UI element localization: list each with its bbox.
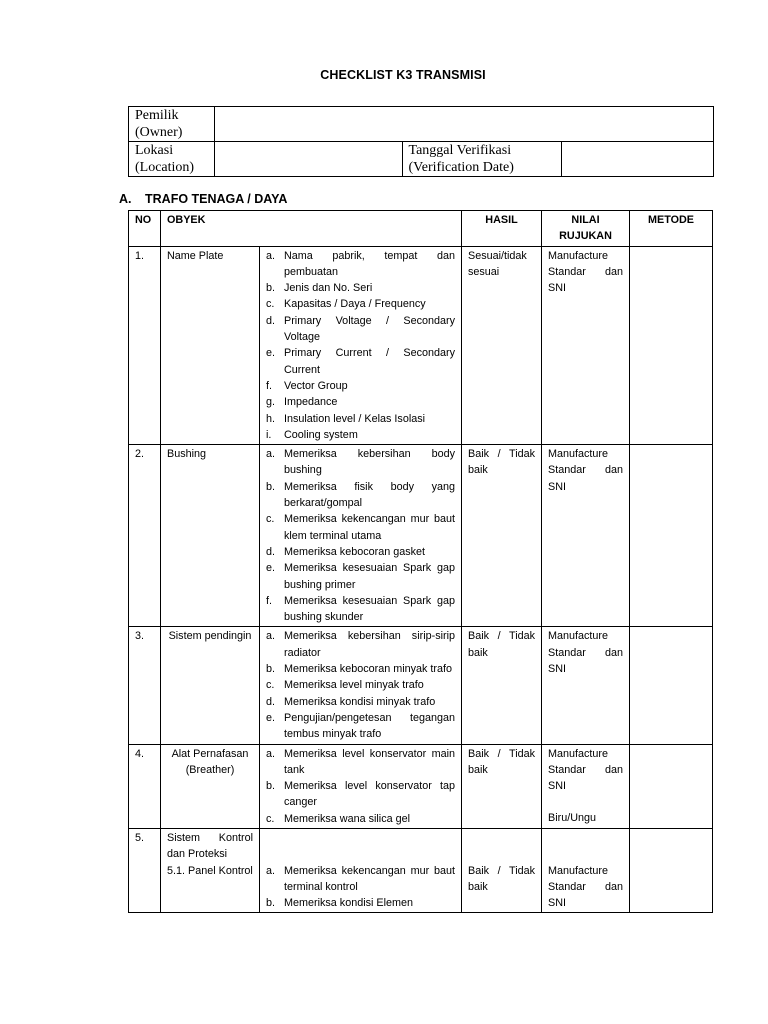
list-item: d. Primary Voltage / Secondary Voltage (266, 314, 455, 344)
list-item: c. Kapasitas / Daya / Frequency (266, 298, 426, 311)
section-heading (119, 192, 287, 206)
table-row (129, 828, 713, 912)
list-item: h. Insulation level / Kelas Isolasi (266, 412, 426, 425)
header-no: NO (129, 211, 161, 247)
header-result: HASIL (462, 211, 542, 247)
row-object: Bushing (161, 445, 260, 627)
row-reference: Manufacture Standar dan SNI (548, 747, 623, 793)
checklist-table (128, 210, 713, 913)
row-sub-object: 5.1. Panel Kontrol (167, 864, 253, 877)
row-number: 3. (129, 627, 161, 744)
list-item: b. Jenis dan No. Seri (266, 282, 373, 295)
section-letter: A. (119, 192, 132, 206)
row-object: Sistem pendingin (161, 627, 260, 744)
row-method[interactable] (630, 828, 713, 912)
list-item: g. Impedance (266, 396, 338, 409)
list-item: a. Nama pabrik, tempat dan pembuatan (266, 249, 455, 278)
table-row (129, 445, 713, 627)
section-title-text: TRAFO TENAGA / DAYA (145, 192, 288, 206)
row-number: 4. (129, 744, 161, 828)
list-item: a. Memeriksa kekencangan mur baut terminal kontrol (266, 864, 455, 893)
table-row (129, 627, 713, 744)
list-item: a. Memeriksa level konservator main tank (266, 747, 455, 776)
list-item: f. Memeriksa kesesuaian Spark gap bushing skunder (266, 594, 455, 624)
row-items (260, 744, 462, 828)
list-item: a. Memeriksa kebersihan body bushing (266, 448, 455, 477)
list-item: b. Memeriksa kebocoran minyak trafo (266, 663, 453, 676)
info-table (128, 106, 714, 177)
list-item: b. Memeriksa level konservator tap canger (266, 780, 455, 809)
list-item: c. Memeriksa kekencangan mur baut klem terminal utama (266, 513, 455, 542)
list-item: c. Memeriksa level minyak trafo (266, 679, 424, 692)
list-item: b. Memeriksa fisik body yang berkarat/gompal (266, 480, 455, 510)
list-item: d. Memeriksa kondisi minyak trafo (266, 695, 436, 708)
owner-field[interactable] (214, 107, 713, 142)
row-reference: Manufacture Standar dan SNI (542, 246, 630, 445)
location-field[interactable] (214, 142, 402, 177)
row-items (260, 627, 462, 744)
row-reference: Manufacture Standar dan SNI (542, 445, 630, 627)
owner-label: Pemilik (Owner) (129, 107, 215, 142)
list-item: i. Cooling system (266, 428, 358, 441)
table-row (129, 744, 713, 828)
list-item: e. Memeriksa kesesuaian Spark gap bushing primer (266, 562, 455, 591)
row-object: Alat Pernafasan (Breather) (161, 744, 260, 828)
row-reference: Manufacture Standar dan SNI (548, 864, 623, 910)
row-object-cell (161, 828, 260, 912)
list-item: c. Memeriksa wana silica gel (266, 812, 411, 825)
row-result[interactable]: Sesuai/tidak sesuai (462, 246, 542, 445)
list-item: a. Memeriksa kebersihan sirip-sirip radiator (266, 630, 455, 659)
row-items (260, 445, 462, 627)
row-method[interactable] (630, 627, 713, 744)
row-result-cell[interactable] (462, 828, 542, 912)
row-result[interactable]: Baik / Tidak baik (468, 864, 535, 893)
row-number: 2. (129, 445, 161, 627)
row-object: Sistem Kontrol dan Proteksi (167, 831, 253, 861)
row-reference: Manufacture Standar dan SNI (542, 627, 630, 744)
row-items (260, 828, 462, 912)
row-result[interactable]: Baik / Tidak baik (462, 744, 542, 828)
row-object: Name Plate (161, 246, 260, 445)
list-item: b. Memeriksa kondisi Elemen (266, 897, 414, 910)
list-item: f. Vector Group (266, 379, 348, 392)
row-method[interactable] (630, 445, 713, 627)
verification-date-field[interactable] (562, 142, 714, 177)
row-result[interactable]: Baik / Tidak baik (462, 445, 542, 627)
row-number: 5. (129, 828, 161, 912)
row-reference-extra: Biru/Ungu (548, 812, 597, 825)
list-item: e. Pengujian/pengetesan tegangan tembus minyak trafo (266, 711, 455, 741)
row-reference-cell (542, 744, 630, 828)
table-row (129, 246, 713, 445)
header-object: OBYEK (161, 211, 462, 247)
header-method: METODE (630, 211, 713, 247)
row-number: 1. (129, 246, 161, 445)
document-title: CHECKLIST K3 TRANSMISI (320, 68, 486, 82)
row-reference-cell (542, 828, 630, 912)
row-method[interactable] (630, 744, 713, 828)
row-result[interactable]: Baik / Tidak baik (462, 627, 542, 744)
list-item: d. Memeriksa kebocoran gasket (266, 545, 426, 558)
verification-date-label: Tanggal Verifikasi (Verification Date) (402, 142, 562, 177)
header-reference: NILAI RUJUKAN (542, 211, 630, 247)
location-label: Lokasi (Location) (129, 142, 215, 177)
list-item: e. Primary Current / Secondary Current (266, 347, 455, 376)
row-method[interactable] (630, 246, 713, 445)
table-header-row (129, 211, 713, 247)
row-items (260, 246, 462, 445)
